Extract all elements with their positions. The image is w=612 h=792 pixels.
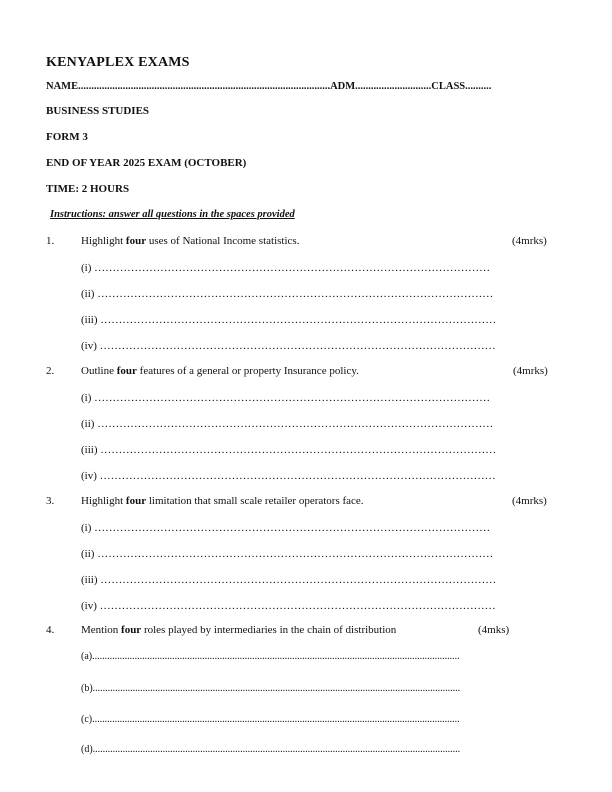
answer-line[interactable]: (a)................................................................................................................................................... [81,651,460,662]
time-heading: TIME: 2 HOURS [46,183,130,195]
answer-line[interactable]: (ii) ……………………………………………………………………………………………… [81,418,494,430]
answer-line[interactable]: (i) ……………………………………………………………………………………………… [81,522,491,534]
question-number: 3. [46,495,55,507]
question-text: Highlight four uses of National Income statistics. [81,235,300,247]
question-marks: (4mrks) [513,365,548,377]
class-label: CLASS [431,81,466,92]
adm-label: ADM [330,81,356,92]
form-heading: FORM 3 [46,131,88,143]
student-details-line [46,81,491,92]
answer-line[interactable]: (iv) ……………………………………………………………………………………………… [81,470,496,482]
question-number: 1. [46,235,55,247]
exam-heading: END OF YEAR 2025 EXAM (OCTOBER) [46,157,247,169]
subject-heading: BUSINESS STUDIES [46,105,150,117]
question-marks: (4mrks) [512,235,547,247]
question-marks: (4mrks) [512,495,547,507]
name-field[interactable]: ................................................................................................ [78,81,331,92]
answer-line[interactable]: (iii) ……………………………………………………………………………………………… [81,444,497,456]
answer-line[interactable]: (ii) ……………………………………………………………………………………………… [81,288,494,300]
question-marks: (4mks) [478,624,510,636]
instructions: Instructions: answer all questions in the spaces provided [50,209,295,220]
adm-field[interactable]: ............................. [355,81,432,92]
question-text: Outline four features of a general or property Insurance policy. [81,365,359,377]
answer-line[interactable]: (b)................................................................................................................................................... [81,683,461,694]
class-field[interactable]: .......... [465,81,492,92]
question-number: 4. [46,624,55,636]
answer-line[interactable]: (c)................................................................................................................................................... [81,714,460,725]
answer-line[interactable]: (i) ……………………………………………………………………………………………… [81,262,491,274]
answer-line[interactable]: (i) ……………………………………………………………………………………………… [81,392,491,404]
school-title: KENYAPLEX EXAMS [46,55,190,70]
answer-line[interactable]: (iv) ……………………………………………………………………………………………… [81,600,496,612]
question-text: Mention four roles played by intermediaries in the chain of distribution [81,624,397,636]
answer-line[interactable]: (d)................................................................................................................................................... [81,744,461,755]
answer-line[interactable]: (iv) ……………………………………………………………………………………………… [81,340,496,352]
question-number: 2. [46,365,55,377]
answer-line[interactable]: (iii) ……………………………………………………………………………………………… [81,314,497,326]
answer-line[interactable]: (ii) ……………………………………………………………………………………………… [81,548,494,560]
answer-line[interactable]: (iii) ……………………………………………………………………………………………… [81,574,497,586]
name-label: NAME [46,81,79,92]
question-text: Highlight four limitation that small scale retailer operators face. [81,495,364,507]
